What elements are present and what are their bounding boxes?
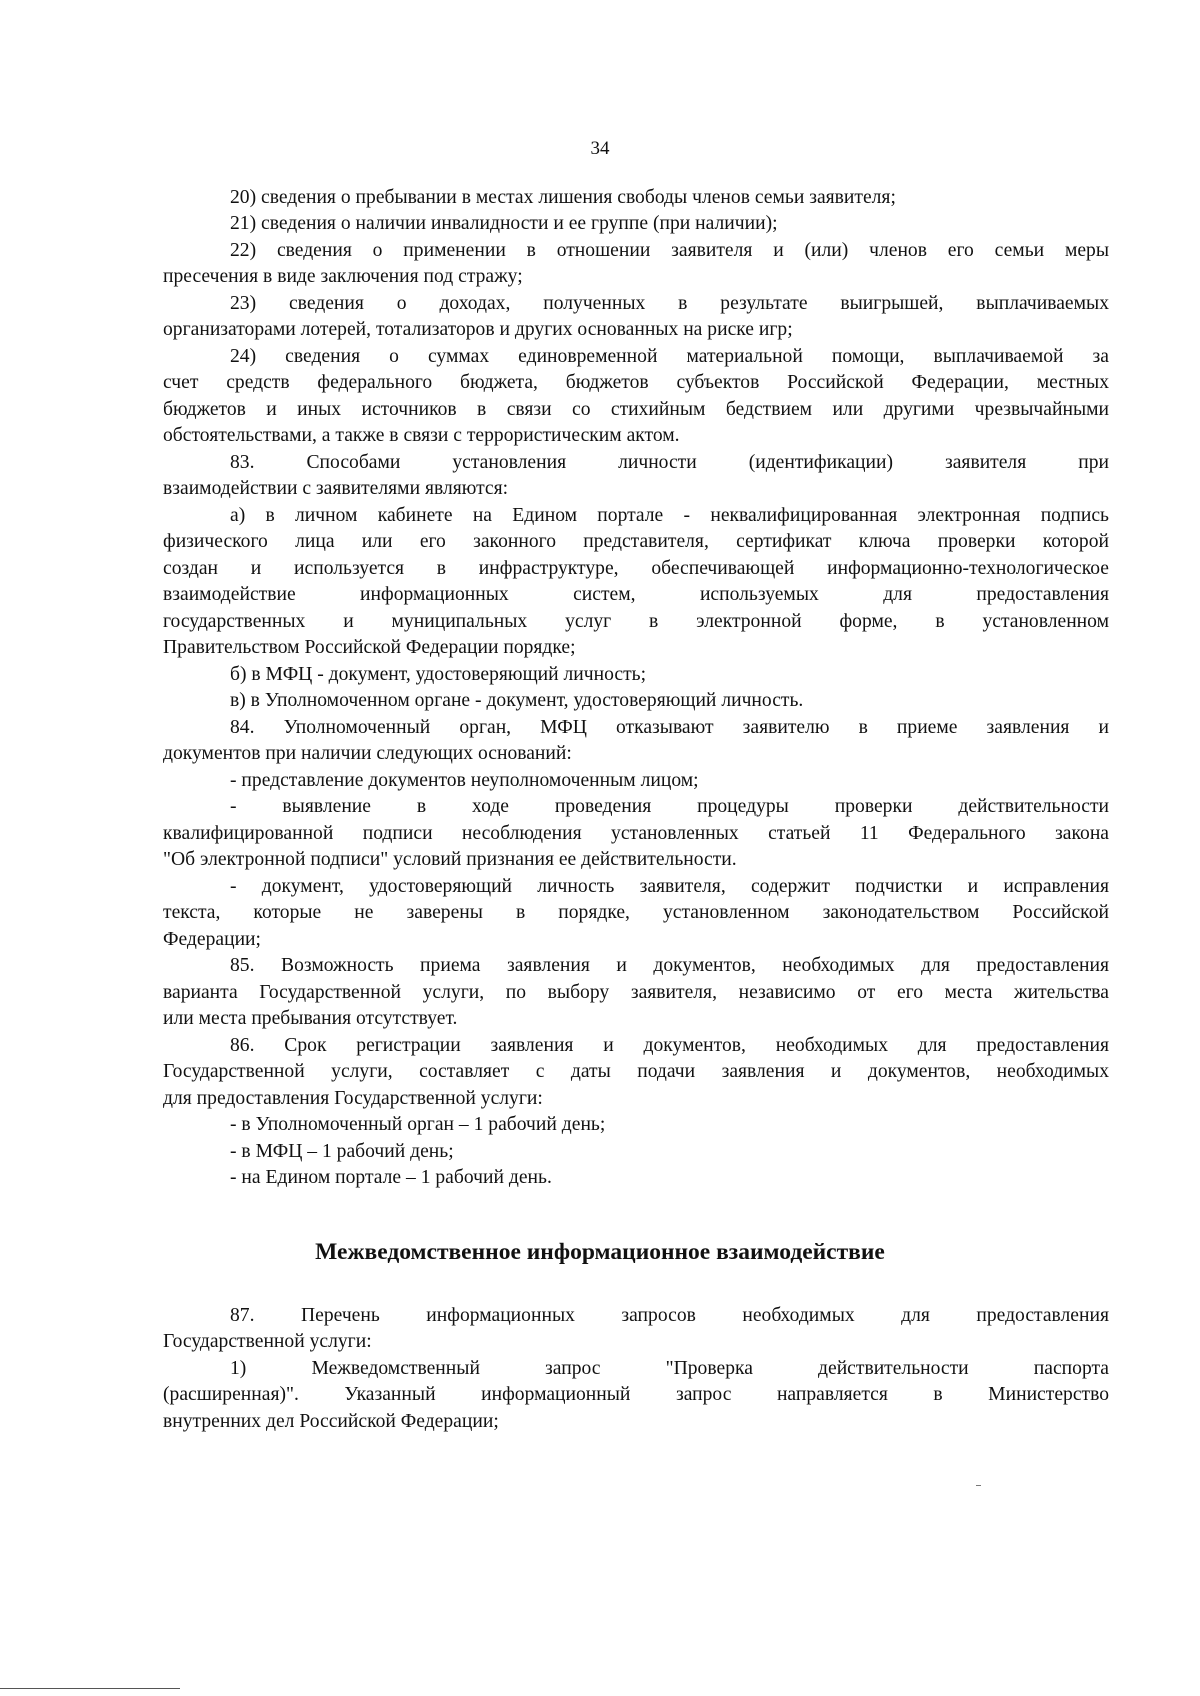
text-line: - в МФЦ – 1 рабочий день;: [230, 1141, 454, 1162]
text-line: или места пребывания отсутствует.: [163, 1008, 458, 1029]
text-line: бюджетов и иных источников в связи со стихийным бедствием или другими чрезвычайными: [163, 399, 1109, 420]
text-line: в) в Уполномоченном органе - документ, удостоверяющий личность.: [230, 690, 804, 711]
text-line: документов при наличии следующих оснований:: [163, 743, 572, 764]
text-line: пресечения в виде заключения под стражу;: [163, 266, 523, 287]
text-line: 23) сведения о доходах, полученных в результате выигрышей, выплачиваемых: [230, 293, 1109, 314]
text-line: обстоятельствами, а также в связи с террористическим актом.: [163, 425, 680, 446]
text-line: счет средств федерального бюджета, бюджетов субъектов Российской Федерации, местных: [163, 372, 1109, 393]
text-line: Правительством Российской Федерации порядке;: [163, 637, 576, 658]
text-line: - на Едином портале – 1 рабочий день.: [230, 1167, 552, 1188]
text-line: 20) сведения о пребывании в местах лишения свободы членов семьи заявителя;: [230, 187, 896, 208]
text-line: Государственной услуги, составляет с даты подачи заявления и документов, необходимых: [163, 1061, 1109, 1082]
text-line: - в Уполномоченный орган – 1 рабочий день;: [230, 1114, 606, 1135]
text-line: квалифицированной подписи несоблюдения установленных статьей 11 Федерального закона: [163, 823, 1109, 844]
text-line: (расширенная)". Указанный информационный запрос направляется в Министерство: [163, 1384, 1109, 1405]
text-line: для предоставления Государственной услуги:: [163, 1088, 543, 1109]
scan-speck: [976, 1485, 981, 1486]
text-line: текста, которые не заверены в порядке, установленном законодательством Российской: [163, 902, 1109, 923]
text-line: физического лица или его законного представителя, сертификат ключа проверки которой: [163, 531, 1109, 552]
text-line: 84. Уполномоченный орган, МФЦ отказывают заявителю в приеме заявления и: [230, 717, 1109, 738]
text-line: - документ, удостоверяющий личность заявителя, содержит подчистки и исправления: [230, 876, 1109, 897]
page-number: 34: [590, 138, 610, 159]
text-line: 86. Срок регистрации заявления и документов, необходимых для предоставления: [230, 1035, 1109, 1056]
text-line: 21) сведения о наличии инвалидности и ее группе (при наличии);: [230, 213, 778, 234]
text-line: варианта Государственной услуги, по выбору заявителя, независимо от его места жительства: [163, 982, 1109, 1003]
text-line: взаимодействии с заявителями являются:: [163, 478, 509, 499]
text-line: - выявление в ходе проведения процедуры проверки действительности: [230, 796, 1109, 817]
text-line: б) в МФЦ - документ, удостоверяющий личность;: [230, 664, 647, 685]
section-heading: Межведомственное информационное взаимодействие: [315, 1239, 885, 1265]
text-line: внутренних дел Российской Федерации;: [163, 1411, 499, 1432]
text-line: 22) сведения о применении в отношении заявителя и (или) членов его семьи меры: [230, 240, 1109, 261]
text-line: 85. Возможность приема заявления и документов, необходимых для предоставления: [230, 955, 1109, 976]
text-line: 83. Способами установления личности (идентификации) заявителя при: [230, 452, 1109, 473]
text-line: создан и используется в инфраструктуре, обеспечивающей информационно-технологическое: [163, 558, 1109, 579]
text-line: Федерации;: [163, 929, 261, 950]
text-line: 24) сведения о суммах единовременной материальной помощи, выплачиваемой за: [230, 346, 1109, 367]
text-line: а) в личном кабинете на Едином портале - неквалифицированная электронная подпись: [230, 505, 1109, 526]
text-line: 87. Перечень информационных запросов необходимых для предоставления: [230, 1305, 1109, 1326]
text-line: - представление документов неуполномоченным лицом;: [230, 770, 699, 791]
bottom-rule: [0, 1688, 180, 1689]
text-line: взаимодействие информационных систем, используемых для предоставления: [163, 584, 1109, 605]
text-line: 1) Межведомственный запрос "Проверка действительности паспорта: [230, 1358, 1109, 1379]
text-line: организаторами лотерей, тотализаторов и других основанных на риске игр;: [163, 319, 793, 340]
text-line: государственных и муниципальных услуг в электронной форме, в установленном: [163, 611, 1109, 632]
text-line: Государственной услуги:: [163, 1331, 372, 1352]
text-line: "Об электронной подписи" условий признания ее действительности.: [163, 849, 737, 870]
